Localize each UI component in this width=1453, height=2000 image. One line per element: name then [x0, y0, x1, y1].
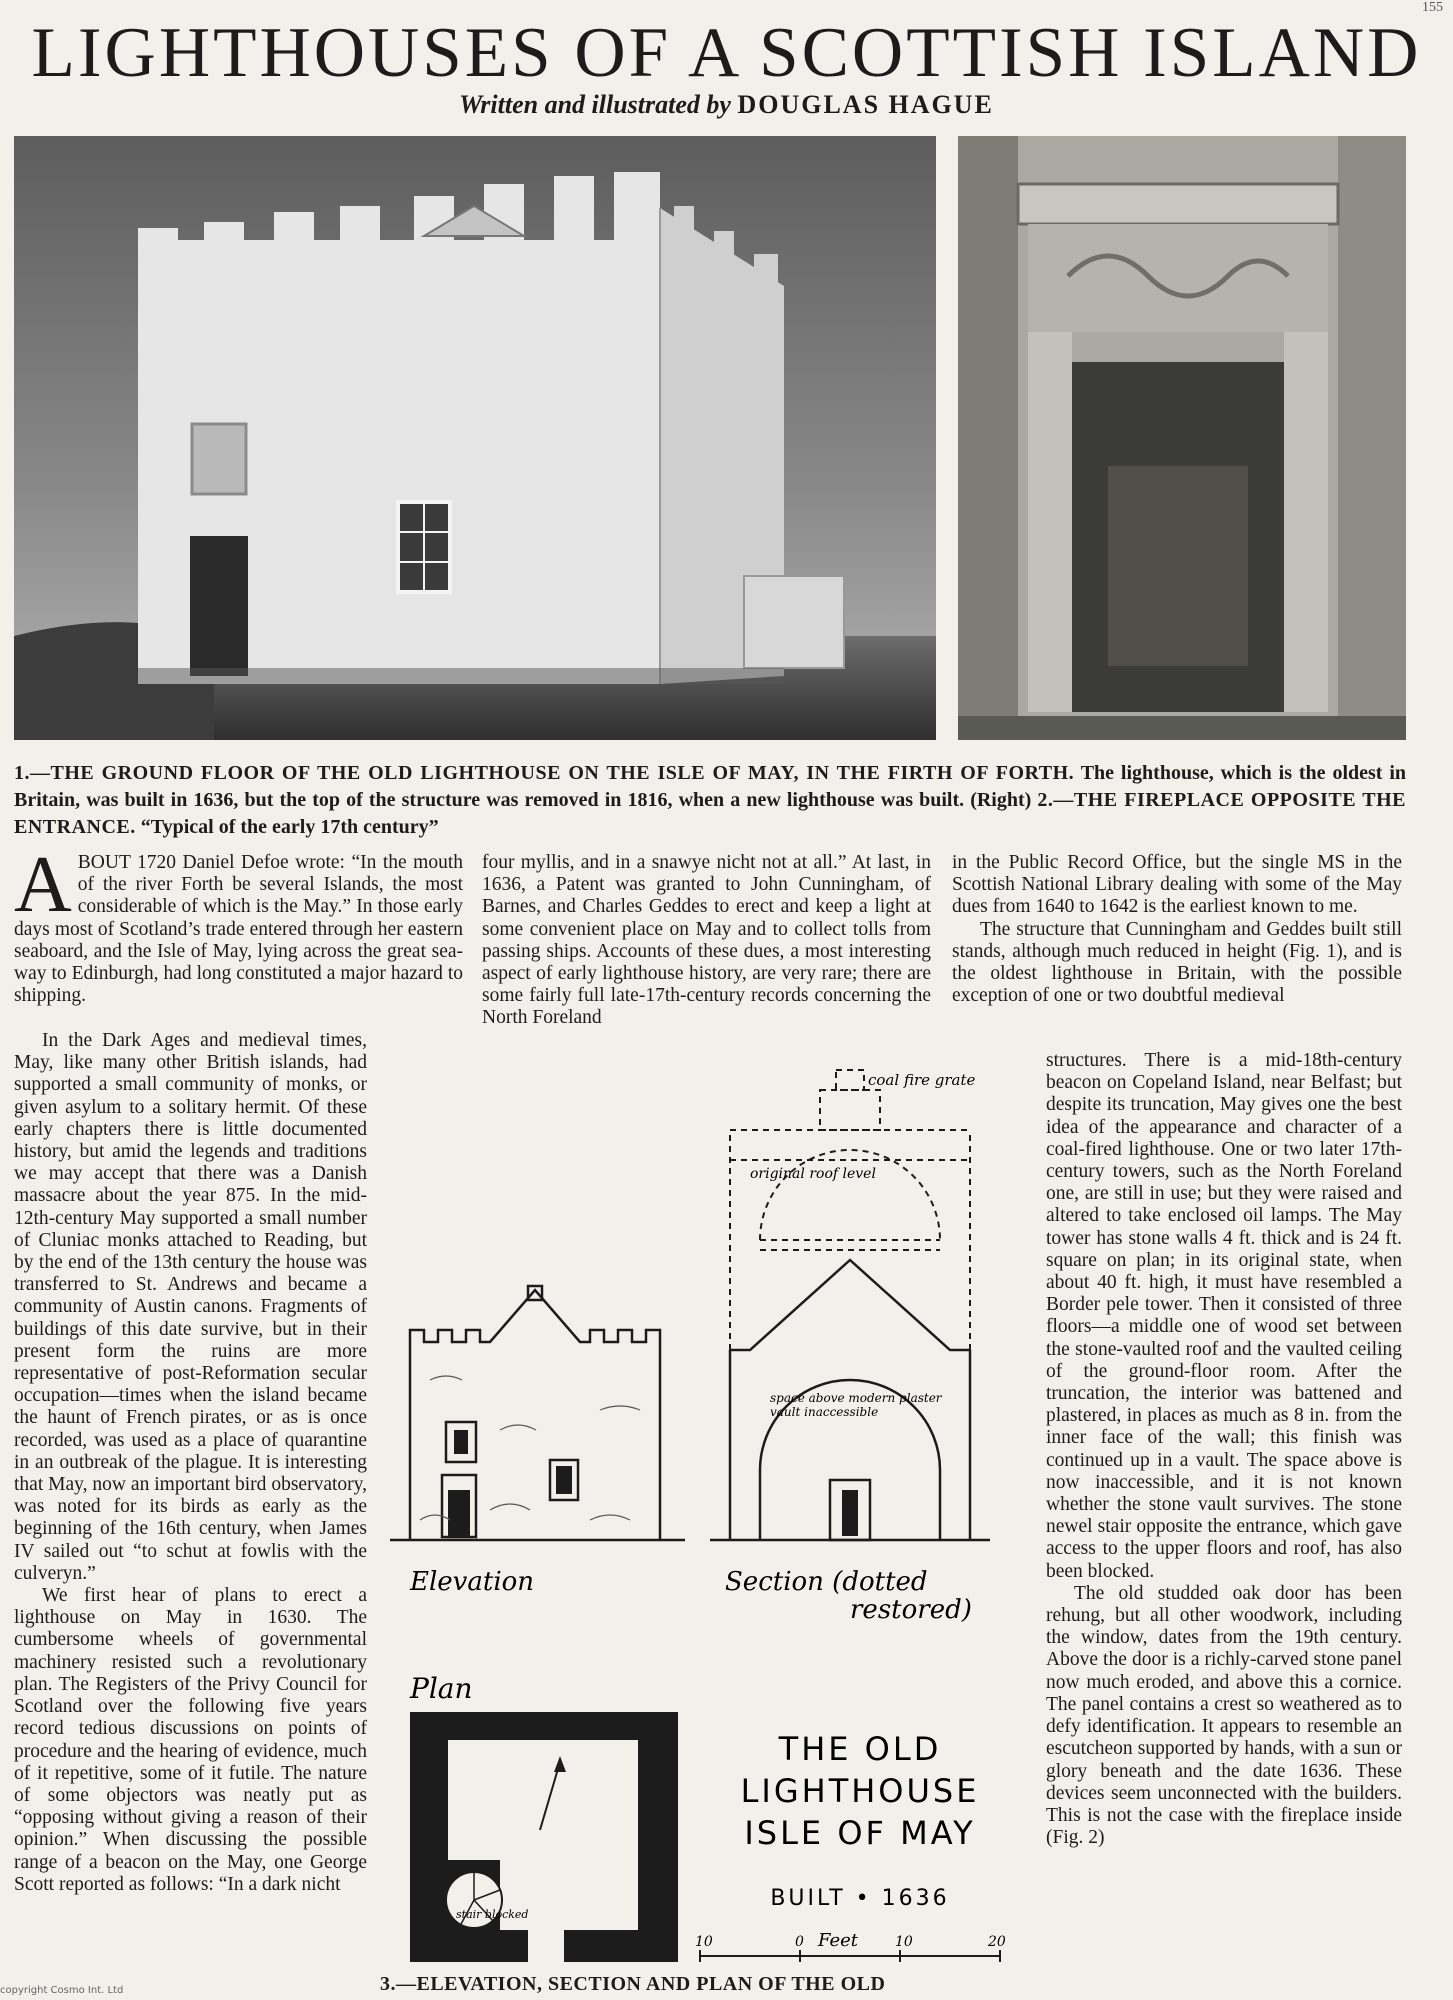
figure-caption: [14, 760, 1406, 841]
byline-prefix: Written and illustrated by: [459, 90, 731, 119]
column-1-top: [14, 841, 463, 1007]
byline: [0, 90, 1453, 120]
drop-cap: A: [14, 841, 72, 929]
fireplace-photo-illustration: [958, 136, 1406, 740]
article-title: LIGHTHOUSES OF A SCOTTISH ISLAND: [31, 14, 1422, 92]
paragraph: The old studded oak door has been rehung, but all other woodwork, including the window, dates from the 19th century. Above the door is a richly-carved stone panel now much eroded, and above this a cornice. The panel contains a crest so weathered as to defy identification. It appears to resemble an escutcheon supported by hands, with a sun or glory beneath and the date 1636. These devices seem unconnected with the builders. This is not the case with the fireplace inside (Fig. 2): [1046, 1582, 1402, 1849]
caption-body-2: “Typical of the early 17th century”: [140, 816, 439, 838]
scale-label-right: 20: [988, 1934, 1006, 1950]
paragraph: [14, 841, 463, 1007]
elevation-drawing: [390, 1286, 685, 1540]
figure-3-drawing: [390, 1050, 1030, 1970]
section-label-2: restored): [850, 1595, 972, 1625]
drawing-title-1: THE OLD: [778, 1730, 942, 1768]
figure-2-photo: [958, 136, 1406, 740]
paragraph: in the Public Record Office, but the single MS in the Scottish National Library dealing with some of the May dues from 1640 to 1642 is the earliest known to me.: [952, 852, 1402, 918]
page-number: 155: [1422, 0, 1443, 15]
paragraph: The structure that Cunningham and Geddes built still stands, although much reduced in height (Fig. 1), and is the oldest lighthouse in Britain, with the possible exception of one or two doubtful medieval: [952, 918, 1402, 1007]
scale-bar: [700, 1950, 1000, 1962]
caption-lead-2: 2.—THE FIREPLACE OPPOSITE THE ENTRANCE.: [14, 789, 1406, 838]
paragraph: We first hear of plans to erect a lighthouse on May in 1630. The cumbersome wheels of governmental machinery resisted such a revolutionary plan. The Registers of the Privy Council for Scotland over the following five years record tedious discussions on points of procedure and the hearing of evidence, much of it repetitive, some of it futile. The nature of some objectors was neatly put as “opposing without giving a reason of their opinion.” When discussing the possible range of a beacon on the May, one George Scott reported as follows: “In a dark nicht: [14, 1585, 367, 1895]
caption-body-1: The lighthouse, which is the oldest in Britain, was built in 1636, but the top of the structure was removed in 1816, when a new lighthouse was built.: [14, 762, 1407, 811]
author-name: DOUGLAS HAGUE: [737, 90, 994, 119]
column-2: [482, 852, 931, 1030]
figure-1-photo: [14, 136, 936, 740]
paragraph-text: BOUT 1720 Daniel Defoe wrote: “In the mouth of the river Forth be several Islands, the most considerable of which is the May.” In those early days most of Scotland’s trade entered through her eastern seaboard, and the Isle of May, lying across the great sea-way to Edinburgh, had long constituted a major hazard to shipping.: [14, 852, 463, 1007]
space-note-2: vault inaccessible: [770, 1405, 879, 1419]
scale-label-zero: 0: [795, 1934, 804, 1950]
figure-3-caption: 3.—ELEVATION, SECTION AND PLAN OF THE OLD: [380, 1973, 886, 1995]
stair-blocked-label: stair blocked: [456, 1908, 529, 1921]
column-1-bottom: [14, 1030, 367, 1990]
scale-label-ten: 10: [895, 1934, 913, 1950]
elevation-label: Elevation: [410, 1567, 535, 1597]
lighthouse-photo-illustration: [14, 136, 936, 740]
section-restored-outline: [730, 1070, 970, 1350]
scale-unit: Feet: [818, 1930, 859, 1951]
roof-level-label: original roof level: [750, 1166, 876, 1182]
coal-grate-label: coal fire grate: [868, 1071, 976, 1089]
paragraph: In the Dark Ages and medieval times, May, like many other British islands, had supported a small community of monks, or given asylum to a solitary hermit. Of these early chapters there is little documented history, but amid the legends and traditions we may accept that there was a Danish massacre about the year 875. In the mid-12th-century May supported a small number of Cluniac monks attached to Reading, but by the end of the 13th century the house was transferred to St. Andrews and became a community of Austin canons. Fragments of buildings of this date survive, but in their present form the ruins are more representative of post-Reformation secular occupation—times when the island became the haunt of French pirates, or as is once recorded, was used as a place of quarantine in an outbreak of the plague. It is interesting that May, now an important bird observatory, was noted for its birds as early as the beginning of the 16th century, when James IV sailed out “to schut at fowlis with the culveryn.”: [14, 1030, 367, 1584]
column-3-bottom: [1046, 1050, 1402, 1995]
scale-label-left: 10: [695, 1934, 713, 1950]
plan-drawing: [410, 1712, 678, 1962]
watermark: copyright Cosmo Int. Ltd: [0, 1985, 124, 1996]
section-label-1: Section (dotted: [725, 1567, 928, 1597]
caption-right: (Right): [970, 789, 1032, 811]
plan-label: Plan: [410, 1672, 473, 1705]
column-3-top: [952, 852, 1402, 1007]
built-date: BUILT • 1636: [770, 1886, 950, 1911]
paragraph: structures. There is a mid-18th-century beacon on Copeland Island, near Belfast; but despite its truncation, May gives one the best idea of the appearance and character of a coal-fired lighthouse. One or two later 17th-century towers, such as the North Foreland one, are still in use; but they were raised and altered to take enclosed oil lamps. The May tower has stone walls 4 ft. thick and is 24 ft. square on plan; in its original state, when about 40 ft. high, it must have resembled a Border pele tower. Then it consisted of three floors—a middle one of wood set between the stone-vaulted roof and the vaulted ceiling of the ground-floor room. After the truncation, the interior was battened and plastered, in places as much as 8 in. from the inner face of the wall; this finish was continued up in a vault. The space above is now inaccessible, and it is not known whether the stone vault survives. The stone newel stair opposite the entrance, which gave access to the upper floors and roof, has also been blocked.: [1046, 1050, 1402, 1582]
drawing-title-2: LIGHTHOUSE: [740, 1772, 980, 1810]
paragraph: four myllis, and in a snawye nicht not at all.” At last, in 1636, a Patent was granted to John Cunningham, of Barnes, and Charles Geddes to erect and keep a light at some convenient place on May and to collect tolls from passing ships. Accounts of these dues, a most interesting aspect of early lighthouse history, are very rare; there are some fairly full late-17th-century records concerning the North Foreland: [482, 852, 931, 1029]
drawing-title-3: ISLE OF MAY: [744, 1814, 976, 1852]
space-note-1: space above modern plaster: [770, 1391, 942, 1405]
elevation-section-plan-drawing: [390, 1050, 1030, 1970]
caption-lead-1: 1.—THE GROUND FLOOR OF THE OLD LIGHTHOUSE ON THE ISLE OF MAY, IN THE FIRTH OF FORTH.: [14, 762, 1075, 784]
